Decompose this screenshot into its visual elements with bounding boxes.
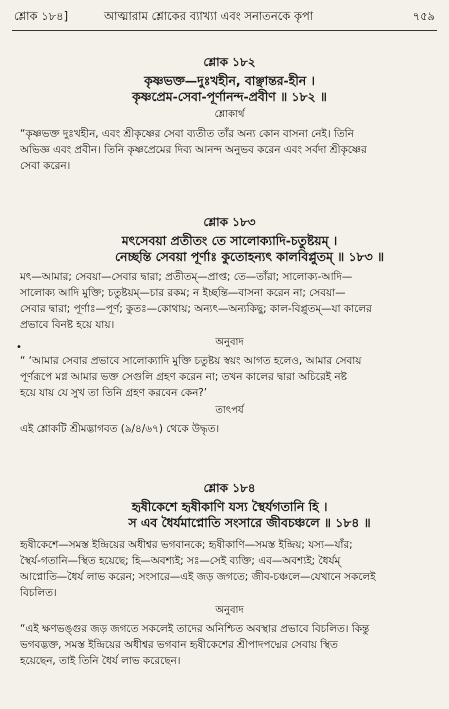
purport-paragraph (20, 421, 427, 437)
verse-number: শ্লোক ১৮৩ (203, 215, 256, 229)
text-line: অভিজ্ঞ এবং প্রবীন। তিনি কৃষ্ণপ্রেমের দিব্য আনন্দ অনুভব করেন এবং সর্বদা শ্রীকৃষ্ণের (20, 144, 367, 156)
word-meanings (20, 269, 427, 333)
verse-number: শ্লোক ১৮২ (203, 55, 256, 69)
verse-number: শ্লোক ১৮৪ (203, 481, 256, 495)
running-header (14, 8, 435, 26)
verse-184-block (20, 480, 427, 669)
text-line: “ ‘আমার সেবার প্রভাবে সালোক্যাদি মুক্তি চতুষ্টয় স্বয়ং আগত হলেও, আমার সেবায় (20, 355, 362, 367)
translation-paragraph (20, 353, 427, 401)
text-line: ভগবদ্ভক্ত, সমস্ত ইন্দ্রিয়ের অধীশ্বর ভগবান হৃষীকেশের শ্রীপাদপদ্মের সেবায় স্থিত (20, 639, 338, 651)
header-chapter-title: আত্মারাম শ্লোকের ব্যাখ্যা এবং সনাতনকে কৃপা (104, 9, 314, 23)
text-line: এই শ্লোকটি শ্রীমদ্ভাগবত (৯/৪/৬৭) থেকে উদ্ধৃত। (20, 423, 220, 435)
text-line: “কৃষ্ণভক্ত দুঃখহীন, এবং শ্রীকৃষ্ণের সেবা ব্যতীত তাঁর অন্য কোন বাসনা নেই। তিনি (20, 128, 354, 140)
section-heading: অনুবাদ (215, 605, 244, 616)
text-line: সালোক্য আদি মুক্তি; চতুষ্টয়ম্—চার রকম; ন ইচ্ছন্তি—বাসনা করেন না; সেবয়া— (20, 287, 346, 299)
verse-183-block (20, 214, 427, 437)
section-heading: তাৎপর্য (215, 405, 244, 416)
verse-line: কৃষ্ণভক্ত—দুঃখহীন, বাঞ্ছান্তর-হীন । (144, 73, 315, 88)
verse-line: কৃষ্ণপ্রেম-সেবা-পূর্ণানন্দ-প্রবীণ ॥ ১৮২ ॥ (132, 89, 327, 104)
text-line: স্থৈর্য-গতানি—স্থিত হয়েছে; হি—অবশ্যই; সঃ—সেই ব্যক্তি; এব—অবশ্যই; ধৈর্যম্ (20, 555, 341, 567)
verse-line: মৎসেবয়া প্রতীতং তে সালোক্যাদি-চতুষ্টয়ম্ । (121, 233, 338, 248)
translation-paragraph (20, 126, 427, 174)
text-line: হৃষীকেশে—সমস্ত ইন্দ্রিয়ের অধীশ্বর ভগবানকে; হৃষীকাণি—সমস্ত ইন্দ্রিয়; যস্য—যাঁর; (20, 539, 353, 551)
verse-line: নেচ্ছন্তি সেবয়া পূর্ণাঃ কুতোহন্যৎ কালবিপ্লুতম্ ॥ ১৮৩ ॥ (115, 249, 384, 264)
header-verse-ref: শ্লোক ১৮৪] (14, 9, 69, 23)
text-line: হয়ে যায় যে সুখ তা তিনি গ্রহণ করবেন কেন?’ (20, 387, 208, 399)
section-heading: শ্লোকার্থ (214, 109, 245, 120)
text-line: পূর্ণরূপে মগ্ন আমার ভক্ত সেগুলি গ্রহণ করেন না; তখন কালের দ্বারা অচিরেই নষ্ট (20, 371, 347, 383)
text-line: সেবার দ্বারা; পূর্ণাঃ—পূর্ণ; কুতঃ—কোথায়; অন্যৎ—অন্যকিছু; কাল-বিপ্লুতম্—যা কালের (20, 303, 372, 315)
text-line: প্রভাবে বিনষ্ট হয়ে যায়। (20, 319, 115, 331)
margin-mark: • (16, 342, 22, 353)
text-line: আপ্নোতি—ধৈর্য লাভ করেন; সংসারে—এই জড় জগতে; জীব-চঞ্চলে—যেখানে সকলেই (20, 571, 376, 583)
verse-line: স এব ধৈর্যমাপ্নোতি সংসারে জীবচঞ্চলে ॥ ১৮৪ ॥ (128, 515, 371, 530)
header-rule (12, 30, 437, 31)
page-number: ৭৫৯ (412, 9, 435, 23)
text-line: বিচলিত। (20, 587, 57, 599)
translation-paragraph (20, 621, 427, 669)
text-line: হয়েছেন, তাই তিনি ধৈর্য লাভ করেছেন। (20, 655, 181, 667)
section-heading: অনুবাদ (215, 337, 244, 348)
verse-182-block (20, 54, 427, 174)
text-line: সেবা করেন। (20, 160, 71, 172)
word-meanings (20, 537, 427, 601)
verse-line: হৃষীকেশে হৃষীকাণি যস্য স্থৈর্যগতানি হি । (131, 499, 328, 514)
text-line: “এই ক্ষণভঙ্গুর জড় জগতে সকলেই তাদের অনিশ্চিত অবস্থার প্রভাবে বিচলিত। কিন্তু (20, 623, 370, 635)
text-line: মৎ—আমার; সেবয়া—সেবার দ্বারা; প্রতীতম্—প্রাপ্ত; তে—তাঁরা; সালোক্য-আদি— (20, 271, 353, 283)
